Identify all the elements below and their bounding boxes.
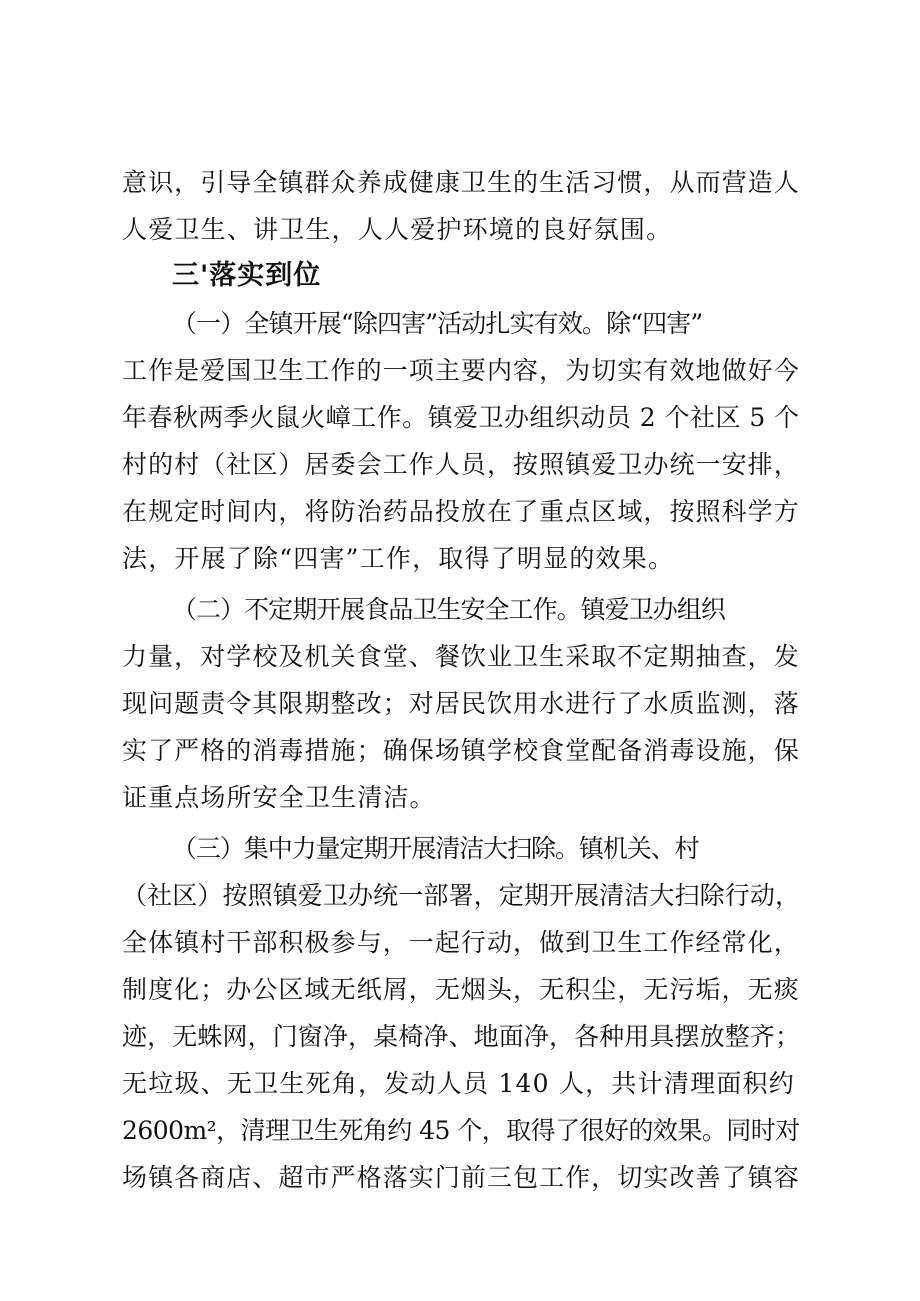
section3-line-6: 无垃圾、无卫生死角，发动人员 140 人，共计清理面积约: [122, 1069, 796, 1098]
section2-line-2: 力量，对学校及机关食堂、餐饮业卫生采取不定期抽查，发: [122, 642, 800, 671]
section1-line-6: 法，开展了除“四害”工作，取得了明显的效果。: [122, 544, 675, 573]
section2-line-1: （二）不定期开展食品卫生安全工作。镇爱卫办组织: [172, 595, 725, 624]
section3-line-5: 迹，无蛛网，门窗净，桌椅净、地面净，各种用具摆放整齐；: [122, 1022, 801, 1051]
section-heading: 三'落实到位: [172, 260, 322, 291]
section3-line-3: 全体镇村干部积极参与，一起行动，做到卫生工作经常化，: [122, 928, 800, 957]
section1-line-4: 村的村（社区）居委会工作人员，按照镇爱卫办统一安排，: [122, 450, 800, 479]
section3-line-7: 2600m²，清理卫生死角约 45 个，取得了很好的效果。同时对: [122, 1116, 800, 1145]
intro-line-1: 意识，引导全镇群众养成健康卫生的生活习惯，从而营造人: [122, 168, 800, 197]
section3-line-2: （社区）按照镇爱卫办统一部署，定期开展清洁大扫除行动，: [122, 881, 801, 910]
intro-line-2: 人爱卫生、讲卫生，人人爱护环境的良好氛围。: [122, 215, 673, 244]
section1-line-3: 年春秋两季火鼠火嶂工作。镇爱卫办组织动员 2 个社区 5 个: [122, 403, 800, 432]
section3-line-4: 制度化；办公区域无纸屑，无烟头，无积尘，无污垢，无痰: [122, 975, 800, 1004]
section2-line-5: 证重点场所安全卫生清洁。: [122, 783, 436, 812]
section3-line-8: 场镇各商店、超市严格落实门前三包工作，切实改善了镇容: [122, 1163, 800, 1192]
section1-line-5: 在规定时间内，将防治药品投放在了重点区域，按照科学方: [122, 497, 800, 526]
section1-line-1: （一）全镇开展“除四害”活动扎实有效。除“四害”: [172, 309, 703, 338]
section1-line-2: 工作是爱国卫生工作的一项主要内容，为切实有效地做好今: [122, 356, 800, 385]
section3-line-1: （三）集中力量定期开展清洁大扫除。镇机关、村: [172, 834, 699, 863]
section2-line-3: 现问题责令其限期整改；对居民饮用水进行了水质监测，落: [122, 689, 800, 718]
section2-line-4: 实了严格的消毒措施；确保场镇学校食堂配备消毒设施，保: [122, 736, 800, 765]
